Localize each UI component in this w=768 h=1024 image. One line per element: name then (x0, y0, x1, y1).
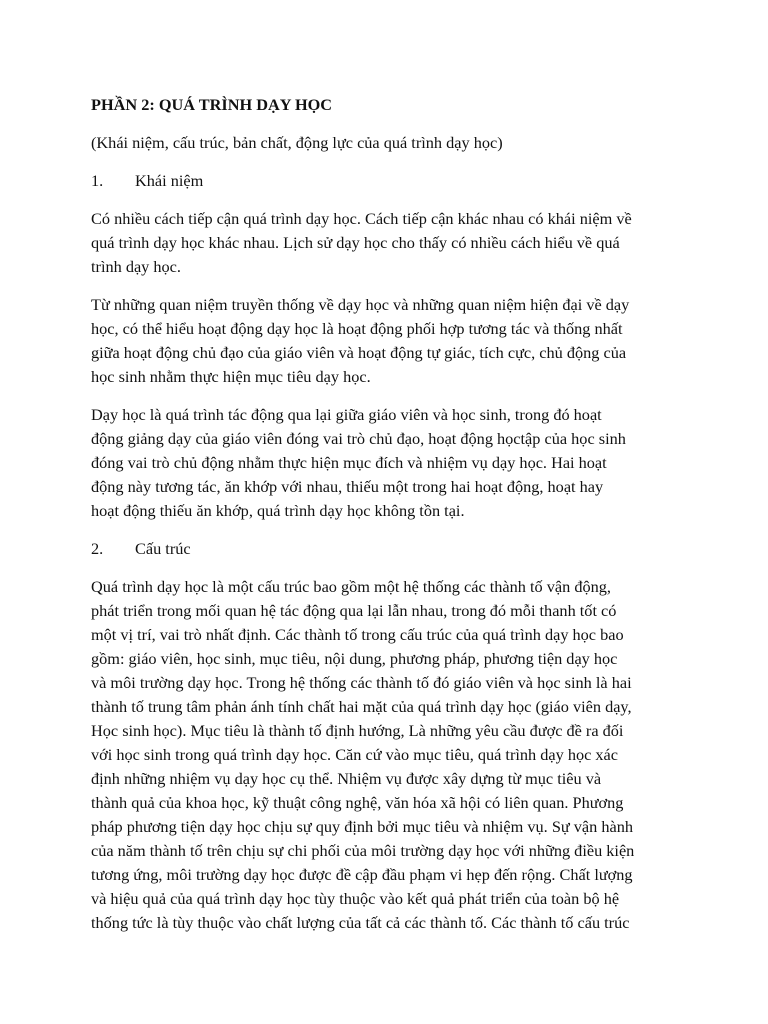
document-page (91, 93, 691, 949)
section-number-1: 1. (91, 171, 104, 190)
paragraph-line: pháp phương tiện dạy học chịu sự quy định bởi mục tiêu và nhiệm vụ. Sự vận hành (91, 817, 633, 836)
paragraph-line: quá trình dạy học khác nhau. Lịch sử dạy học cho thấy có nhiều cách hiểu về quá (91, 233, 620, 252)
paragraph-line: thành tố trung tâm phản ánh tính chất hai mặt của quá trình dạy học (giáo viên dạy, (91, 697, 632, 716)
section-title-1: Khái niệm (135, 171, 204, 190)
paragraph-4 (91, 575, 691, 935)
paragraph-3 (91, 403, 691, 523)
paragraph-line: và hiệu quả của quá trình dạy học tùy thuộc vào kết quả phát triển của toàn bộ hệ (91, 889, 620, 908)
paragraph-line: Có nhiều cách tiếp cận quá trình dạy học. Cách tiếp cận khác nhau có khái niệm về (91, 209, 632, 228)
paragraph-line: đóng vai trò chủ động nhằm thực hiện mục đích và nhiệm vụ dạy học. Hai hoạt (91, 453, 607, 472)
paragraph-line: học sinh nhằm thực hiện mục tiêu dạy học. (91, 367, 371, 386)
paragraph-line: động giảng dạy của giáo viên đóng vai trò chủ đạo, hoạt động họctập của học sinh (91, 429, 626, 448)
paragraph-line: tương ứng, môi trường dạy học được đề cập đầu phạm vi hẹp đến rộng. Chất lượng (91, 865, 633, 884)
paragraph-line: của năm thành tố trên chịu sự chi phối của môi trường dạy học với những điều kiện (91, 841, 635, 860)
paragraph-line: Quá trình dạy học là một cấu trúc bao gồm một hệ thống các thành tố vận động, (91, 577, 611, 596)
section-heading-2 (91, 537, 691, 561)
paragraph-line: giữa hoạt động chủ đạo của giáo viên và hoạt động tự giác, tích cực, chủ động của (91, 343, 627, 362)
paragraph-1 (91, 207, 691, 279)
paragraph-line: phát triển trong mối quan hệ tác động qua lại lẫn nhau, trong đó mỗi thanh tốt có (91, 601, 617, 620)
paragraph-line: với học sinh trong quá trình dạy học. Căn cứ vào mục tiêu, quá trình dạy học xác (91, 745, 618, 764)
section-heading-1 (91, 169, 691, 193)
document-subtitle: (Khái niệm, cấu trúc, bản chất, động lực của quá trình dạy học) (91, 133, 503, 152)
section-number-2: 2. (91, 539, 104, 558)
paragraph-line: Từ những quan niệm truyền thống về dạy học và những quan niệm hiện đại về dạy (91, 295, 630, 314)
paragraph-line: hoạt động thiếu ăn khớp, quá trình dạy học không tồn tại. (91, 501, 465, 520)
paragraph-line: thống tức là tùy thuộc vào chất lượng của tất cả các thành tố. Các thành tố cấu trúc (91, 913, 630, 932)
paragraph-line: học, có thể hiểu hoạt động dạy học là hoạt động phối hợp tương tác và thống nhất (91, 319, 623, 338)
paragraph-2 (91, 293, 691, 389)
paragraph-line: động này tương tác, ăn khớp với nhau, thiếu một trong hai hoạt động, hoạt hay (91, 477, 604, 496)
paragraph-line: một vị trí, vai trò nhất định. Các thành tố trong cấu trúc của quá trình dạy học bao (91, 625, 624, 644)
paragraph-line: gồm: giáo viên, học sinh, mục tiêu, nội dung, phương pháp, phương tiện dạy học (91, 649, 618, 668)
paragraph-line: trình dạy học. (91, 257, 181, 276)
paragraph-line: thành quả của khoa học, kỹ thuật công nghệ, văn hóa xã hội có liên quan. Phương (91, 793, 624, 812)
paragraph-line: định những nhiệm vụ dạy học cụ thể. Nhiệm vụ được xây dựng từ mục tiêu và (91, 769, 602, 788)
paragraph-line: Dạy học là quá trình tác động qua lại giữa giáo viên và học sinh, trong đó hoạt (91, 405, 602, 424)
paragraph-line: và môi trường dạy học. Trong hệ thống các thành tố đó giáo viên và học sinh là hai (91, 673, 632, 692)
paragraph-line: Học sinh học). Mục tiêu là thành tố định hướng, Là những yêu cầu được đề ra đối (91, 721, 624, 740)
section-title-2: Cấu trúc (135, 539, 191, 558)
document-title: PHẦN 2: QUÁ TRÌNH DẠY HỌC (91, 95, 333, 114)
